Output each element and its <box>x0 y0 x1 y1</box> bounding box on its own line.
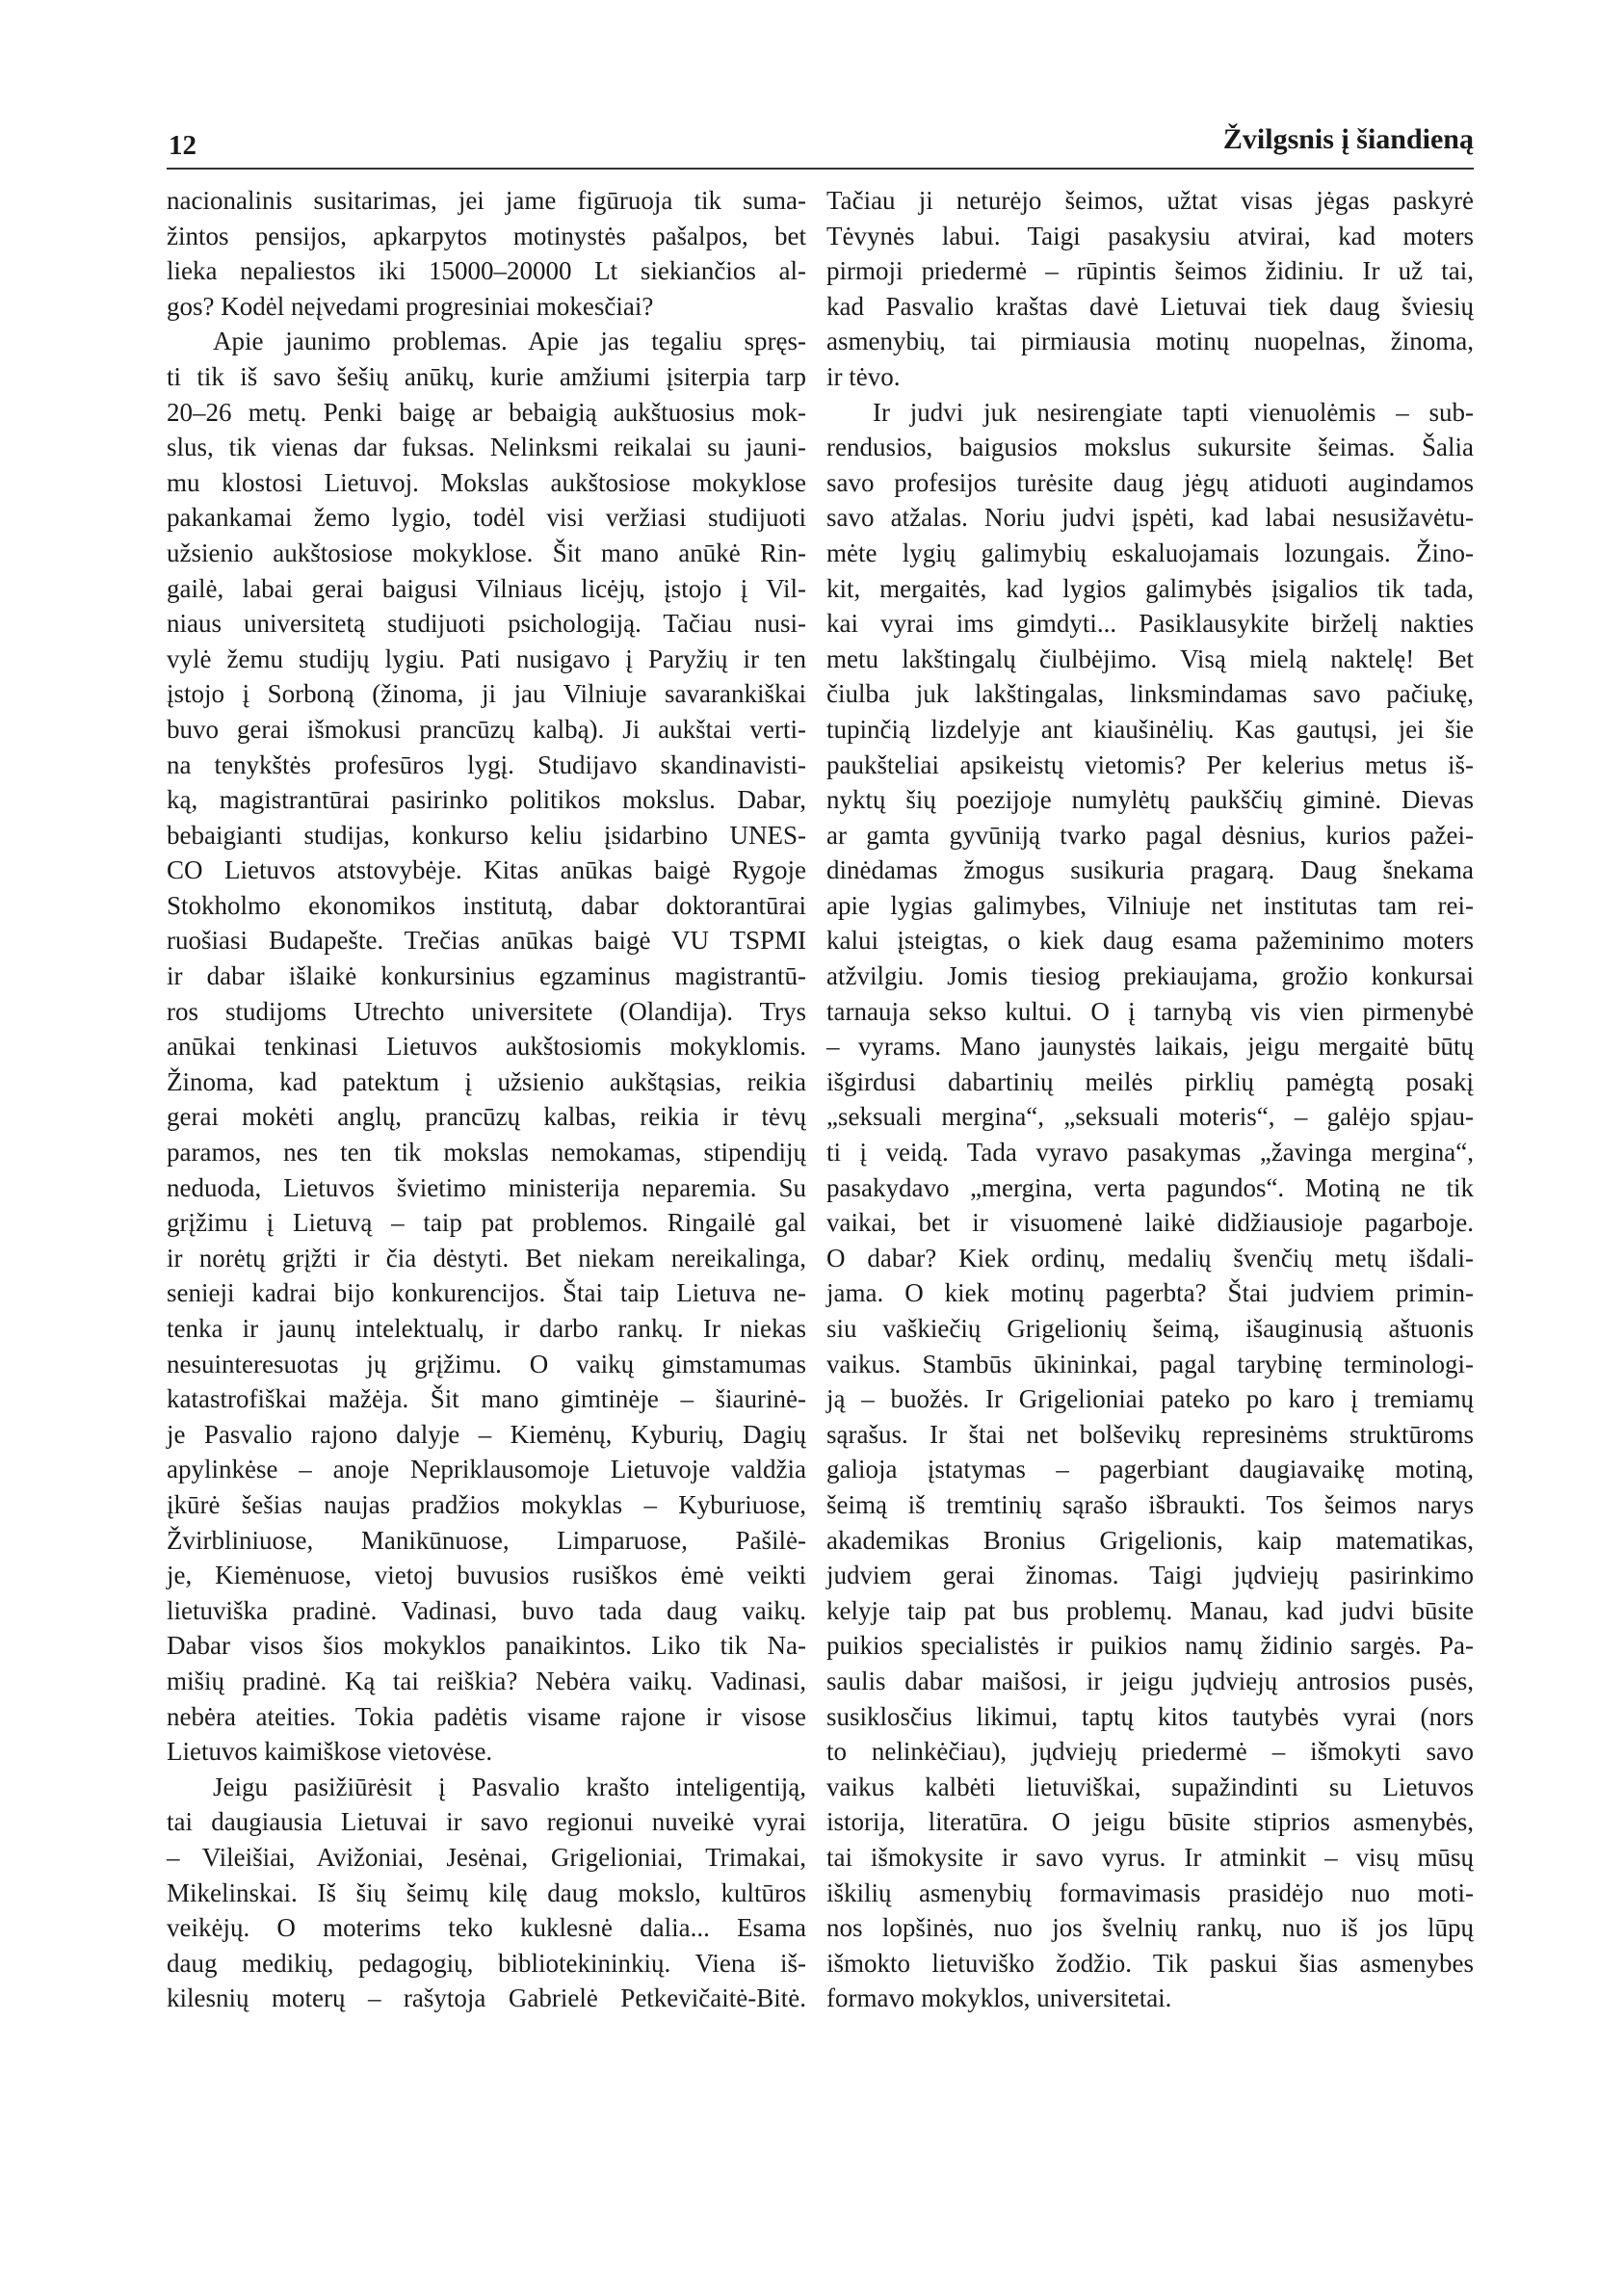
text-line: Apie jaunimo problemas. Apie jas tegaliu spręs- <box>213 327 806 356</box>
text-line: ti tik iš savo šešių anūkų, kurie amžiumi įsiterpia tarp <box>167 361 806 391</box>
text-line: paukšteliai apsikeistų vietomis? Per kelerius metus iš- <box>826 749 1474 779</box>
right-text-column <box>826 183 1474 2016</box>
text-line: 20–26 metų. Penki baigę ar bebaigią aukštuosius mok- <box>167 397 806 427</box>
text-line: Žvirbliniuose, Manikūnuose, Limparuose, Pašilė- <box>167 1525 806 1555</box>
text-line: čiulba juk lakštingalas, linksmindamas savo pačiukę, <box>826 679 1474 709</box>
text-line: slus, tik vienas dar fuksas. Nelinksmi reikalai su jauni- <box>167 433 806 462</box>
text-line: kelyje taip pat bus problemų. Manau, kad judvi būsite <box>826 1595 1474 1625</box>
text-line: kilesnių moterų – rašytoja Gabrielė Petkevičaitė-Bitė. <box>167 1983 806 2013</box>
text-line: akademikas Bronius Grigelionis, kaip matematikas, <box>826 1525 1474 1555</box>
text-line: niaus universitetą studijuoti psichologiją. Tačiau nusi- <box>167 609 806 639</box>
text-line: nebėra ateities. Tokia padėtis visame rajone ir visose <box>167 1701 806 1731</box>
text-line: kalui įsteigtas, o kiek daug esama pažeminimo moters <box>826 926 1474 956</box>
text-line: saulis dabar maišosi, ir jeigu jųdviejų antrosios pusės, <box>826 1666 1474 1695</box>
text-line: veikėjų. O moterims teko kuklesnė dalia... Esama <box>167 1913 806 1943</box>
text-line: je, Kiemėnuose, vietoj buvusios rusiškos ėmė veikti <box>167 1561 806 1590</box>
text-line: mu klostosi Lietuvoj. Mokslas aukštosiose mokyklose <box>167 467 806 497</box>
text-line: savo profesijos turėsite daug jėgų atiduoti augindamos <box>826 467 1474 497</box>
text-line: tai daugiausia Lietuvai ir savo regionui nuveikė vyrai <box>167 1807 806 1837</box>
text-line: anūkai tenkinasi Lietuvos aukštosiomis mokyklomis. <box>167 1032 806 1062</box>
text-line: istorija, literatūra. O jeigu būsite stiprios asmenybės, <box>826 1807 1474 1837</box>
text-line: vaikus kalbėti lietuviškai, supažindinti su Lietuvos <box>826 1772 1474 1801</box>
text-line: užsienio aukštosiose mokyklose. Šit mano anūkė Rin- <box>167 538 806 567</box>
text-line: mėte lygių galimybių eskaluojamais lozungais. Žino- <box>826 538 1474 567</box>
text-line: Ir judvi juk nesirengiate tapti vienuolėmis – sub- <box>873 397 1474 427</box>
text-line: kai vyrai ims gimdyti... Pasiklausykite birželį nakties <box>826 609 1474 639</box>
text-line: kit, mergaitės, kad lygios galimybės įsigalios tik tada, <box>826 573 1474 603</box>
text-line: įstojo į Sorboną (žinoma, ji jau Vilniuje savarankiškai <box>167 679 806 709</box>
text-line: gos? Kodėl neįvedami progresiniai mokesčiai? <box>167 291 654 321</box>
text-line: galioja įstatymas – pagerbiant daugiavaikę motiną, <box>826 1455 1474 1484</box>
text-line: CO Lietuvos atstovybėje. Kitas anūkas baigė Rygoje <box>167 855 806 885</box>
text-line: tenka ir jaunų intelektualų, ir darbo rankų. Ir niekas <box>167 1314 806 1343</box>
text-line: tai išmokysite ir savo vyrus. Ir atminkit – visų mūsų <box>826 1842 1474 1872</box>
text-line: gailė, labai gerai baigusi Vilniaus licėjų, įstojo į Vil- <box>167 573 806 603</box>
text-line: Mikelinskai. Iš šių šeimų kilę daug mokslo, kultūros <box>167 1877 806 1907</box>
text-line: Tėvynės labui. Taigi pasakysiu atvirai, kad moters <box>826 221 1474 250</box>
text-line: daug medikių, pedagogių, bibliotekininkių. Viena iš- <box>167 1948 806 1978</box>
text-line: puikios specialistės ir puikios namų židinio sargės. Pa- <box>826 1631 1474 1661</box>
text-line: to nelinkėčiau), jųdviejų priedermė – išmokyti savo <box>826 1737 1474 1767</box>
text-line: įkūrė šešias naujas pradžios mokyklas – Kyburiuose, <box>167 1489 806 1519</box>
page-number: 12 <box>169 130 196 161</box>
text-line: O dabar? Kiek ordinų, medalių švenčių metų išdali- <box>826 1243 1474 1273</box>
text-line: nacionalinis susitarimas, jei jame figūruoja tik suma- <box>167 186 806 215</box>
text-line: ją – buožės. Ir Grigelioniai pateko po karo į tremiamų <box>826 1384 1474 1414</box>
text-line: ir dabar išlaikė konkursinius egzaminus magistrantū- <box>167 961 806 991</box>
text-line: paramos, nes ten tik mokslas nemokamas, stipendijų <box>167 1138 806 1168</box>
text-line: iškilių asmenybių formavimasis prasidėjo nuo moti- <box>826 1877 1474 1907</box>
text-line: ir tėvo. <box>826 361 901 391</box>
text-line: išgirdusi dabartinių meilės pirklių pamėgtą posakį <box>826 1066 1474 1096</box>
text-line: Tačiau ji neturėjo šeimos, užtat visas jėgas paskyrė <box>826 186 1474 215</box>
text-line: mišių pradinė. Ką tai reiškia? Nebėra vaikų. Vadinasi, <box>167 1666 806 1695</box>
text-line: Stokholmo ekonomikos institutą, dabar doktorantūrai <box>167 890 806 920</box>
text-line: ti į veidą. Tada vyravo pasakymas „žavinga mergina“, <box>826 1138 1474 1168</box>
text-line: judviem gerai žinomas. Taigi jųdviejų pasirinkimo <box>826 1561 1474 1590</box>
text-line: Lietuvos kaimiškose vietovėse. <box>167 1737 493 1767</box>
text-line: žintos pensijos, apkarpytos motinystės pašalpos, bet <box>167 221 806 250</box>
text-line: senieji kadrai bijo konkurencijos. Štai taip Lietuva ne- <box>167 1278 806 1308</box>
text-line: – Vileišiai, Avižoniai, Jesėnai, Grigelioniai, Trimakai, <box>167 1842 806 1872</box>
text-line: išmokto lietuviško žodžio. Tik paskui šias asmenybes <box>826 1948 1474 1978</box>
text-line: susiklosčius likimui, taptų kitos tautybės vyrai (nors <box>826 1701 1474 1731</box>
text-line: nos lopšinės, nuo jos švelnių rankų, nuo iš jos lūpų <box>826 1913 1474 1943</box>
text-line: Dabar visos šios mokyklos panaikintos. Liko tik Na- <box>167 1631 806 1661</box>
text-line: savo atžalas. Noriu judvi įspėti, kad labai nesusižavėtu- <box>826 503 1474 533</box>
left-text-column <box>167 183 806 2016</box>
text-line: je Pasvalio rajono dalyje – Kiemėnų, Kyburių, Dagių <box>167 1419 806 1449</box>
text-line: „seksuali mergina“, „seksuali moteris“, – galėjo spjau- <box>826 1102 1474 1132</box>
text-line: tarnauja sekso kultui. O į tarnybą vis vien pirmenybė <box>826 996 1474 1026</box>
text-line: tupinčią lizdelyje ant kiaušinėlių. Kas gautųsi, jei šie <box>826 714 1474 744</box>
text-line: atžvilgiu. Jomis tiesiog prekiaujama, grožio konkursai <box>826 961 1474 991</box>
text-line: pirmoji priedermė – rūpintis šeimos židiniu. Ir už tai, <box>826 256 1474 286</box>
text-line: na tenykštės profesūros lygį. Studijavo skandinavisti- <box>167 749 806 779</box>
text-line: metu lakštingalų čiulbėjimo. Visą mielą naktelę! Bet <box>826 643 1474 673</box>
text-line: pasakydavo „mergina, verta pagundos“. Motiną ne tik <box>826 1172 1474 1202</box>
text-line: siu vaškiečių Grigelionių šeimą, išauginusią aštuonis <box>826 1314 1474 1343</box>
text-line: buvo gerai išmokusi prancūzų kalbą). Ji aukštai verti- <box>167 714 806 744</box>
section-title: Žvilgsnis į šiandieną <box>1222 123 1474 155</box>
text-line: sąrašus. Ir štai net bolševikų represinėms struktūroms <box>826 1419 1474 1449</box>
text-line: apylinkėse – anoje Nepriklausomoje Lietuvoje valdžia <box>167 1455 806 1484</box>
text-line: neduoda, Lietuvos švietimo ministerija neparemia. Su <box>167 1172 806 1202</box>
text-line: rendusios, baigusios mokslus sukursite šeimas. Šalia <box>826 433 1474 462</box>
running-header <box>167 123 1474 170</box>
text-line: vaikai, bet ir visuomenė laikė didžiausioje pagarboje. <box>826 1208 1474 1238</box>
text-line: gerai mokėti anglų, prancūzų kalbas, reikia ir tėvų <box>167 1102 806 1132</box>
text-line: apie lygias galimybes, Vilniuje net institutas tam rei- <box>826 890 1474 920</box>
text-line: lietuviška pradinė. Vadinasi, buvo tada daug vaikų. <box>167 1595 806 1625</box>
text-line: vaikus. Stambūs ūkininkai, pagal tarybinę terminologi- <box>826 1349 1474 1378</box>
text-line: dinėdamas žmogus susikuria pragarą. Daug šnekama <box>826 855 1474 885</box>
text-line: formavo mokyklos, universitetai. <box>826 1983 1172 2013</box>
text-line: grįžimu į Lietuvą – taip pat problemos. Ringailė gal <box>167 1208 806 1238</box>
text-line: Žinoma, kad patektum į užsienio aukštąsias, reikia <box>167 1066 806 1096</box>
text-line: pakankamai žemo lygio, todėl visi veržiasi studijuoti <box>167 503 806 533</box>
text-line: ką, magistrantūrai pasirinko politikos mokslus. Dabar, <box>167 785 806 815</box>
text-line: ruošiasi Budapešte. Trečias anūkas baigė VU TSPMI <box>167 926 806 956</box>
text-line: lieka nepaliestos iki 15000–20000 Lt siekiančios al- <box>167 256 806 286</box>
text-line: kad Pasvalio kraštas davė Lietuvai tiek daug šviesių <box>826 291 1474 321</box>
text-line: bebaigianti studijas, konkurso keliu įsidarbino UNES- <box>167 820 806 850</box>
text-line: ir norėtų grįžti ir čia dėstyti. Bet niekam nereikalinga, <box>167 1243 806 1273</box>
text-line: nyktų šių poezijoje numylėtų paukščių giminė. Dievas <box>826 785 1474 815</box>
text-line: ros studijoms Utrechto universitete (Olandija). Trys <box>167 996 806 1026</box>
text-line: nesuinteresuotas jų grįžimu. O vaikų gimstamumas <box>167 1349 806 1378</box>
text-line: Jeigu pasižiūrėsit į Pasvalio krašto inteligentiją, <box>213 1772 806 1801</box>
text-line: – vyrams. Mano jaunystės laikais, jeigu mergaitė būtų <box>826 1032 1474 1062</box>
text-line: ar gamta gyvūniją tvarko pagal dėsnius, kurios pažei- <box>826 820 1474 850</box>
text-line: katastrofiškai mažėja. Šit mano gimtinėje – šiaurinė- <box>167 1384 806 1414</box>
text-line: šeimą iš tremtinių sąrašo išbraukti. Tos šeimos narys <box>826 1489 1474 1519</box>
text-line: asmenybių, tai pirmiausia motinų nuopelnas, žinoma, <box>826 327 1474 356</box>
text-line: vylė žemu studijų lygiu. Pati nusigavo į Paryžių ir ten <box>167 643 806 673</box>
text-line: jama. O kiek motinų pagerbta? Štai judviem primin- <box>826 1278 1474 1308</box>
